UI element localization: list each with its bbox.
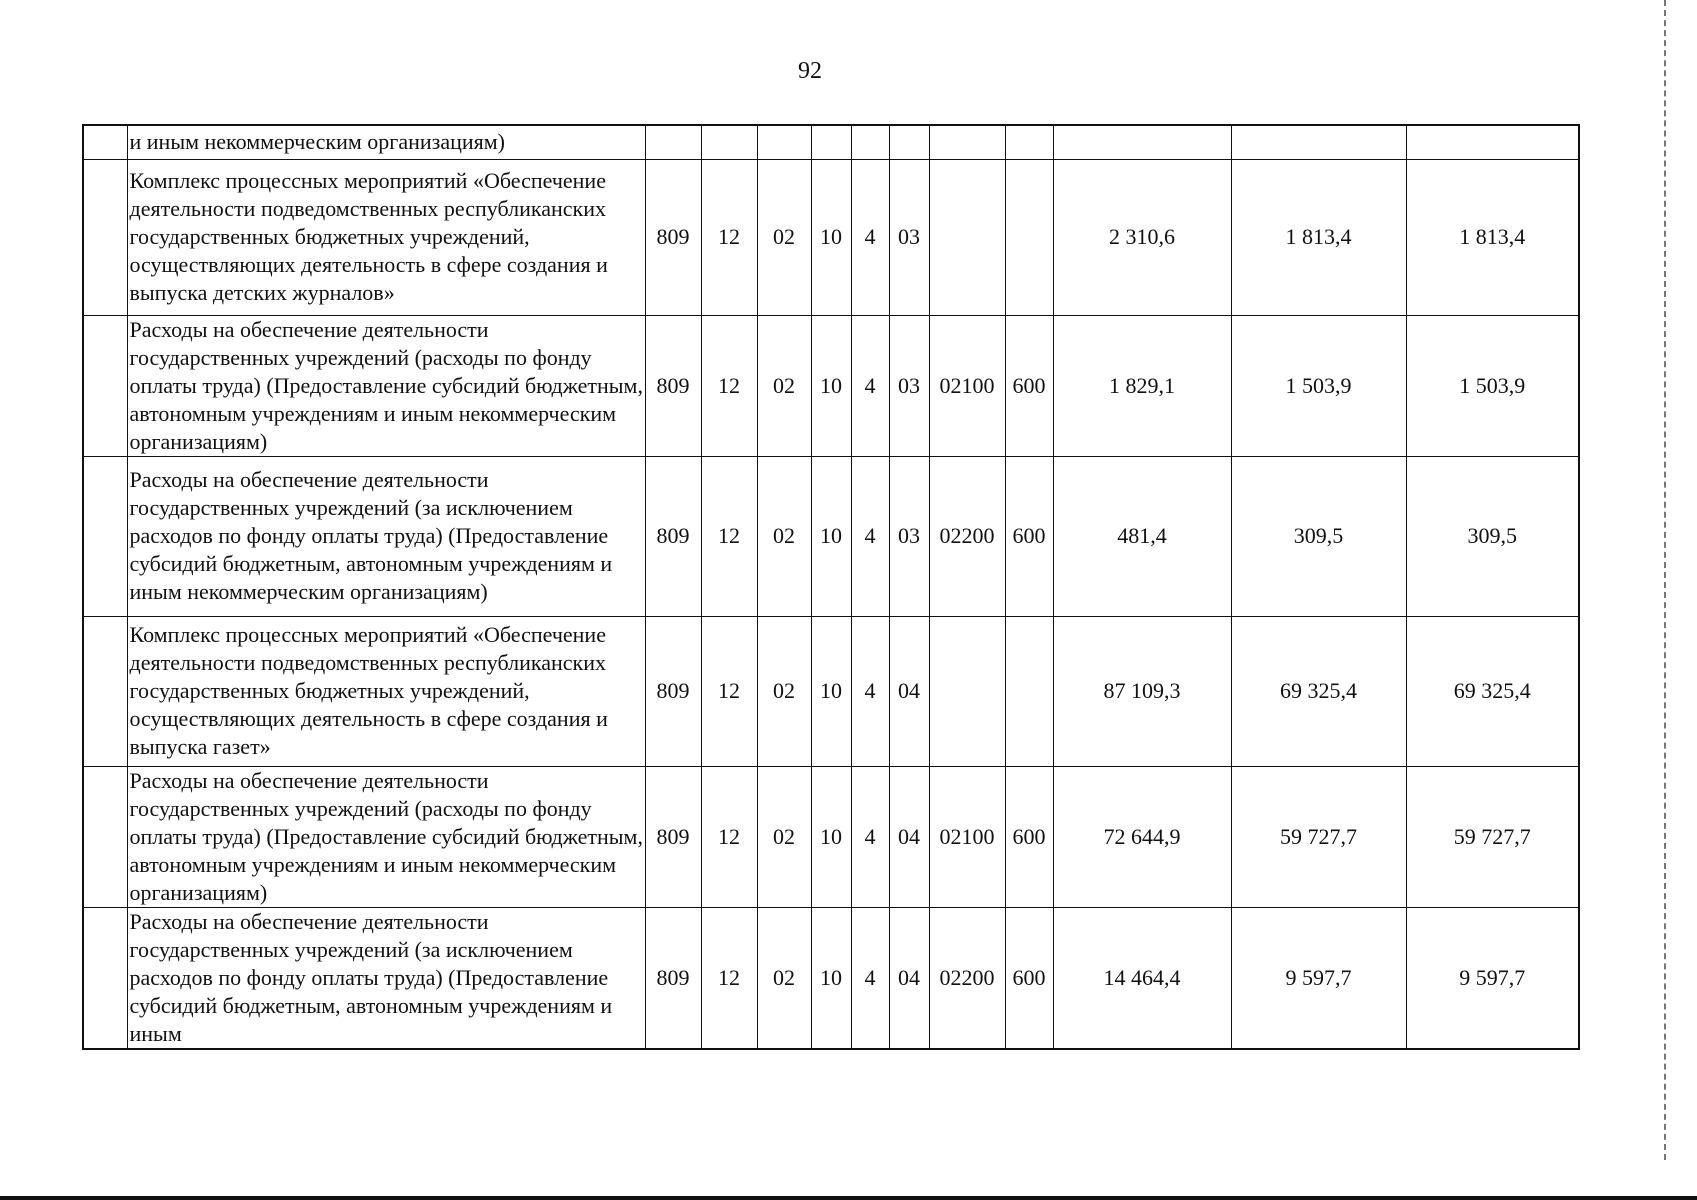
code-section-cell: 12 — [701, 907, 757, 1049]
code-program-cell: 10 — [811, 616, 851, 766]
amount-year2-cell: 1 813,4 — [1231, 159, 1406, 315]
code-subsection-cell: 02 — [757, 616, 811, 766]
row-number-cell — [83, 616, 127, 766]
amount-year2-cell: 309,5 — [1231, 456, 1406, 616]
code-program-cell: 10 — [811, 766, 851, 907]
code-subsection-cell: 02 — [757, 315, 811, 456]
budget-table — [82, 124, 1580, 1050]
page-number: 92 — [798, 58, 822, 84]
code-direction-cell — [929, 616, 1005, 766]
code-program-cell: 10 — [811, 456, 851, 616]
table-row — [83, 616, 1579, 766]
code-expense-type-cell: 600 — [1005, 456, 1053, 616]
code-type-cell — [851, 125, 889, 159]
code-direction-cell: 02100 — [929, 315, 1005, 456]
code-subsection-cell — [757, 125, 811, 159]
expense-name-cell: Расходы на обеспечение деятельности государственных учреждений (за исключением расходов по фонду оплаты труда) (Предоставление субсидий бюджетным, автономным учреждениям и иным — [127, 907, 645, 1049]
table-row — [83, 125, 1579, 159]
code-subsection-cell: 02 — [757, 907, 811, 1049]
scan-edge-line — [1664, 0, 1666, 1160]
code-subsection-cell: 02 — [757, 766, 811, 907]
expense-name-cell: Комплекс процессных мероприятий «Обеспечение деятельности подведомственных республиканских государственных бюджетных учреждений, осуществляющих деятельность в сфере создания и выпуска детских журналов» — [127, 159, 645, 315]
row-number-cell — [83, 456, 127, 616]
amount-year1-cell — [1053, 125, 1231, 159]
row-number-cell — [83, 125, 127, 159]
amount-year3-cell: 9 597,7 — [1406, 907, 1579, 1049]
code-type-cell: 4 — [851, 456, 889, 616]
amount-year3-cell: 1 503,9 — [1406, 315, 1579, 456]
table-row — [83, 159, 1579, 315]
code-section-cell: 12 — [701, 159, 757, 315]
row-number-cell — [83, 766, 127, 907]
amount-year2-cell: 59 727,7 — [1231, 766, 1406, 907]
expense-name-cell: Расходы на обеспечение деятельности государственных учреждений (расходы по фонду оплаты труда) (Предоставление субсидий бюджетным, автономным учреждениям и иным некоммерческим организациям) — [127, 766, 645, 907]
code-section-cell: 12 — [701, 456, 757, 616]
code-subsection-cell: 02 — [757, 456, 811, 616]
code-program-cell: 10 — [811, 315, 851, 456]
code-direction-cell: 02100 — [929, 766, 1005, 907]
code-direction-cell — [929, 125, 1005, 159]
row-number-cell — [83, 315, 127, 456]
code-section-cell: 12 — [701, 616, 757, 766]
amount-year3-cell: 69 325,4 — [1406, 616, 1579, 766]
code-type-cell: 4 — [851, 315, 889, 456]
code-ministry-cell — [645, 125, 701, 159]
code-ministry-cell: 809 — [645, 159, 701, 315]
code-expense-type-cell: 600 — [1005, 766, 1053, 907]
code-type-cell: 4 — [851, 616, 889, 766]
code-ministry-cell: 809 — [645, 315, 701, 456]
code-complex-cell: 04 — [889, 616, 929, 766]
amount-year1-cell: 72 644,9 — [1053, 766, 1231, 907]
amount-year2-cell: 9 597,7 — [1231, 907, 1406, 1049]
code-program-cell: 10 — [811, 159, 851, 315]
table-row — [83, 456, 1579, 616]
code-section-cell: 12 — [701, 315, 757, 456]
table-row — [83, 907, 1579, 1049]
code-ministry-cell: 809 — [645, 766, 701, 907]
code-program-cell: 10 — [811, 907, 851, 1049]
amount-year3-cell: 309,5 — [1406, 456, 1579, 616]
code-direction-cell — [929, 159, 1005, 315]
code-direction-cell: 02200 — [929, 456, 1005, 616]
code-expense-type-cell — [1005, 125, 1053, 159]
code-complex-cell: 03 — [889, 315, 929, 456]
code-complex-cell: 04 — [889, 766, 929, 907]
amount-year1-cell: 1 829,1 — [1053, 315, 1231, 456]
code-complex-cell: 03 — [889, 456, 929, 616]
code-type-cell: 4 — [851, 907, 889, 1049]
code-expense-type-cell: 600 — [1005, 907, 1053, 1049]
expense-name-cell: и иным некоммерческим организациям) — [127, 125, 645, 159]
code-section-cell: 12 — [701, 766, 757, 907]
expense-name-cell: Комплекс процессных мероприятий «Обеспечение деятельности подведомственных республиканских государственных бюджетных учреждений, осуществляющих деятельность в сфере создания и выпуска газет» — [127, 616, 645, 766]
amount-year3-cell — [1406, 125, 1579, 159]
amount-year1-cell: 2 310,6 — [1053, 159, 1231, 315]
expense-name-cell: Расходы на обеспечение деятельности государственных учреждений (за исключением расходов по фонду оплаты труда) (Предоставление субсидий бюджетным, автономным учреждениям и иным некоммерческим организациям) — [127, 456, 645, 616]
code-section-cell — [701, 125, 757, 159]
table-row — [83, 315, 1579, 456]
code-expense-type-cell — [1005, 616, 1053, 766]
code-direction-cell: 02200 — [929, 907, 1005, 1049]
amount-year1-cell: 481,4 — [1053, 456, 1231, 616]
code-complex-cell: 04 — [889, 907, 929, 1049]
code-complex-cell: 03 — [889, 159, 929, 315]
expense-name-cell: Расходы на обеспечение деятельности государственных учреждений (расходы по фонду оплаты труда) (Предоставление субсидий бюджетным, автономным учреждениям и иным некоммерческим организациям) — [127, 315, 645, 456]
code-ministry-cell: 809 — [645, 616, 701, 766]
code-ministry-cell: 809 — [645, 907, 701, 1049]
code-expense-type-cell — [1005, 159, 1053, 315]
code-subsection-cell: 02 — [757, 159, 811, 315]
amount-year2-cell — [1231, 125, 1406, 159]
table-row — [83, 766, 1579, 907]
row-number-cell — [83, 907, 127, 1049]
amount-year3-cell: 59 727,7 — [1406, 766, 1579, 907]
scan-bottom-edge — [0, 1196, 1697, 1200]
amount-year1-cell: 14 464,4 — [1053, 907, 1231, 1049]
code-complex-cell — [889, 125, 929, 159]
row-number-cell — [83, 159, 127, 315]
code-expense-type-cell: 600 — [1005, 315, 1053, 456]
amount-year3-cell: 1 813,4 — [1406, 159, 1579, 315]
amount-year2-cell: 1 503,9 — [1231, 315, 1406, 456]
amount-year1-cell: 87 109,3 — [1053, 616, 1231, 766]
code-type-cell: 4 — [851, 766, 889, 907]
amount-year2-cell: 69 325,4 — [1231, 616, 1406, 766]
code-program-cell — [811, 125, 851, 159]
code-type-cell: 4 — [851, 159, 889, 315]
code-ministry-cell: 809 — [645, 456, 701, 616]
